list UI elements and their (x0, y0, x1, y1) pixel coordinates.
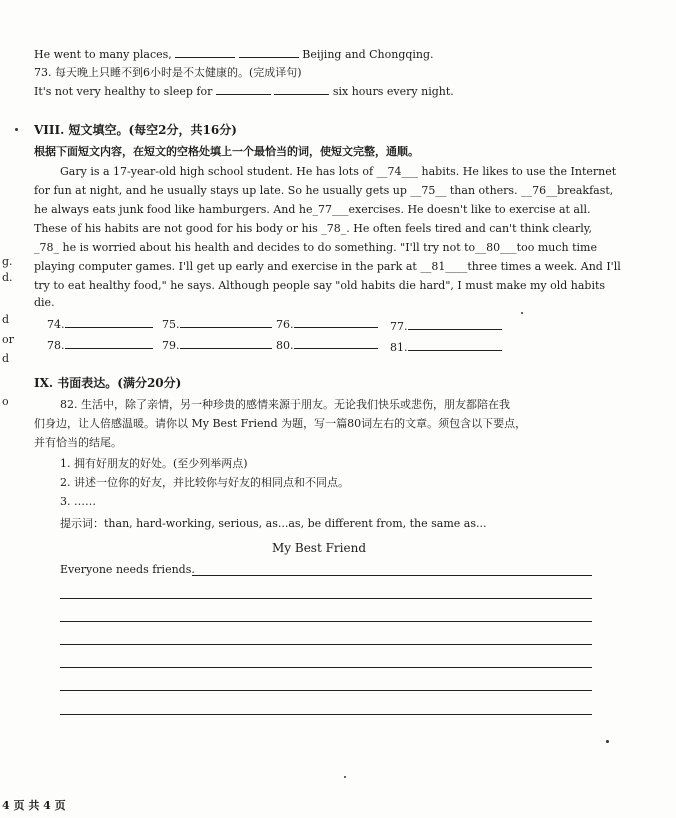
writing-line[interactable] (60, 714, 592, 715)
answer-76[interactable]: 76. (276, 318, 378, 331)
answer-75[interactable]: 75. (162, 318, 272, 331)
writing-line[interactable] (60, 598, 592, 599)
writing-line[interactable] (60, 621, 592, 622)
writing-prompt-line: 们身边，让人倍感温暖。请你以 My Best Friend 为题，写一篇80词左右的文章。须包含以下要点， (34, 417, 527, 430)
passage-line: _78_ he is worried about his health and decides to do something. "I'll try not to__80___too much time (34, 241, 597, 254)
writing-line[interactable] (60, 690, 592, 691)
writing-prompt-line: 82. 生活中，除了亲情，另一种珍贵的感情来源于朋友。无论我们快乐或悲伤，朋友都陪在我 (60, 398, 510, 411)
speck (344, 776, 346, 778)
passage-line: Gary is a 17-year-old high school student. He has lots of __74___ habits. He likes to use the Internet (60, 165, 617, 178)
page-footer: 4 页 共 4 页 (2, 799, 66, 812)
passage-line: playing computer games. I'll get up early and exercise in the park at __81____three times a week. And I'll (34, 260, 621, 273)
hint-words: 提示词：than, hard-working, serious, as...as, be different from, the same as... (60, 517, 487, 530)
writing-point: 2. 讲述一位你的好友，并比较你与好友的相同点和不同点。 (60, 476, 349, 489)
essay-title: My Best Friend (272, 541, 367, 555)
margin-letter: or (2, 333, 14, 346)
answer-77[interactable]: 77. (390, 320, 502, 333)
answer-80[interactable]: 80. (276, 339, 378, 352)
margin-letter: o (2, 395, 9, 408)
passage-line: try to eat healthy food," he says. Although people say "old habits die hard", I must make my old habits (34, 279, 606, 292)
passage-line: die. (34, 296, 55, 309)
question-73: 73. 每天晚上只睡不到6小时是不太健康的。(完成译句) (34, 66, 302, 79)
answer-78[interactable]: 78. (47, 339, 153, 352)
answer-blank (239, 56, 299, 58)
sentence-line-3: It's not very healthy to sleep for six hours every night. (34, 85, 454, 98)
speck (606, 740, 609, 743)
answer-blank (175, 56, 235, 58)
answer-blank (216, 93, 271, 95)
writing-line[interactable] (60, 667, 592, 668)
writing-line[interactable] (192, 575, 592, 576)
writing-prompt-line: 并有恰当的结尾。 (34, 436, 122, 449)
section-9-heading: IX. 书面表达。(满分20分) (34, 376, 182, 390)
answer-79[interactable]: 79. (162, 339, 272, 352)
margin-letter: d. (2, 271, 13, 284)
speck (15, 128, 18, 131)
margin-letter: d (2, 313, 10, 326)
margin-letter: d (2, 352, 10, 365)
essay-first-line[interactable]: Everyone needs friends. (60, 563, 195, 576)
writing-point: 1. 拥有好朋友的好处。(至少列举两点) (60, 457, 248, 470)
passage-line: for fun at night, and he usually stays up late. So he usually gets up __75__ than others. __76__breakfast, (34, 184, 614, 197)
margin-letter: g. (2, 255, 13, 268)
answer-81[interactable]: 81. (390, 341, 502, 354)
writing-point: 3. …… (60, 495, 96, 508)
section-8-heading: VIII. 短文填空。(每空2分，共16分) (34, 123, 237, 137)
speck (521, 312, 523, 314)
writing-line[interactable] (60, 644, 592, 645)
sentence-line-1: He went to many places, Beijing and Chongqing. (34, 48, 434, 61)
passage-line: he always eats junk food like hamburgers. And he_77___exercises. He doesn't like to exercise at all. (34, 203, 591, 216)
answer-74[interactable]: 74. (47, 318, 153, 331)
passage-line: These of his habits are not good for his body or his _78_. He often feels tired and can't think clearly, (34, 222, 593, 235)
section-8-instruction: 根据下面短文内容，在短文的空格处填上一个最恰当的词，使短文完整，通顺。 (34, 145, 419, 158)
answer-blank (274, 93, 329, 95)
